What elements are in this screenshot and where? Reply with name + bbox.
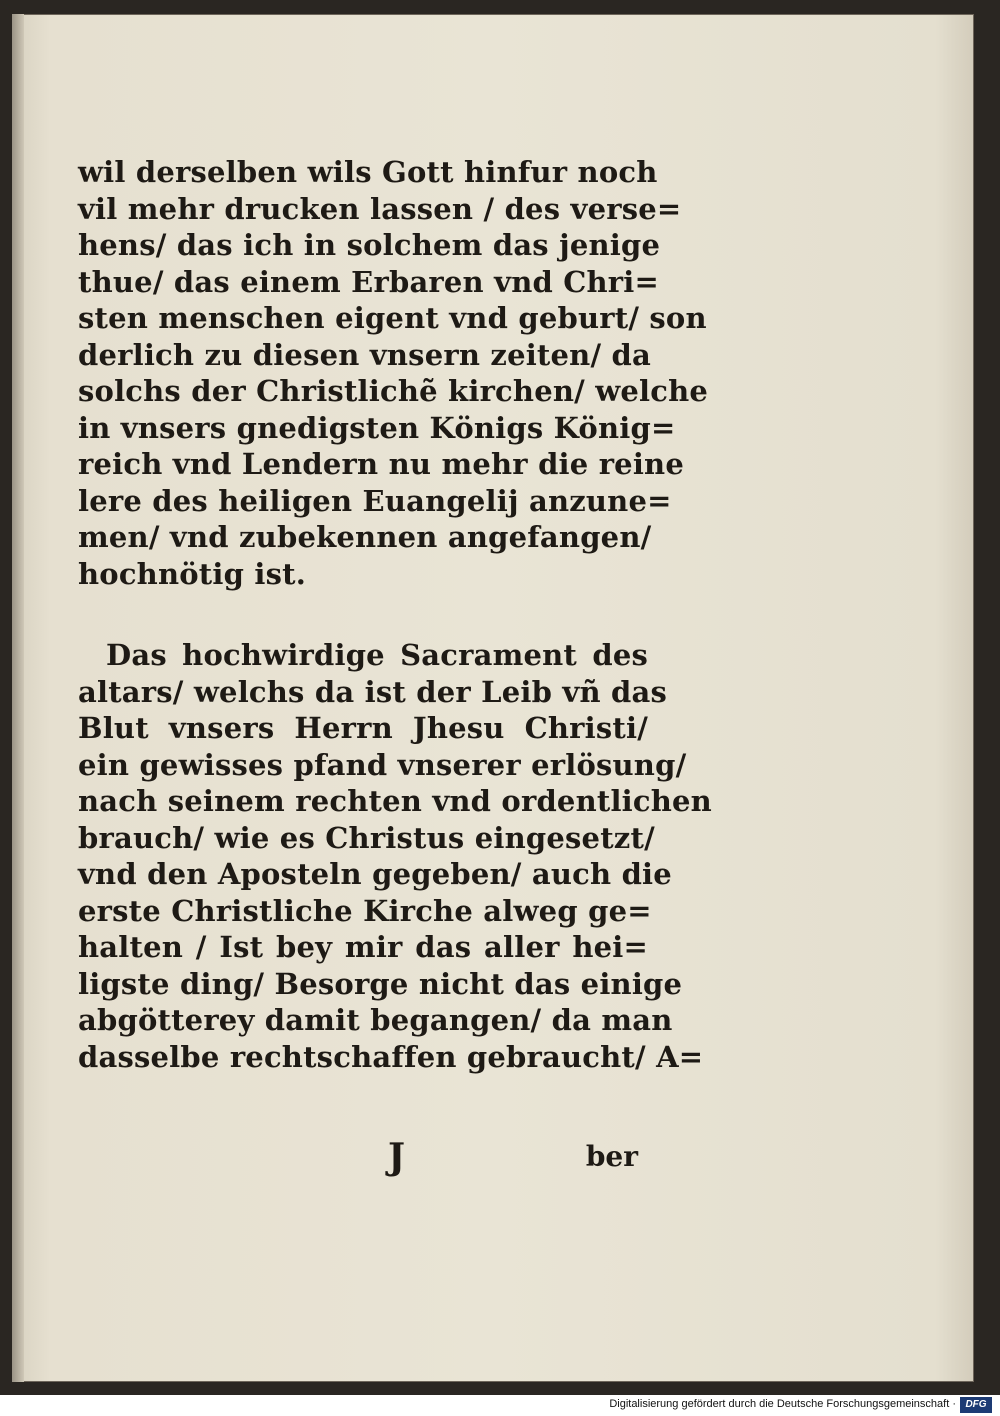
text-line: vil mehr drucken lassen / des verse= [78, 191, 682, 226]
text-line: reich vnd Lendern nu mehr die reine [78, 447, 684, 481]
text-line: dasselbe rechtschaffen gebraucht/ A= [78, 1039, 704, 1074]
paragraph-2 [78, 637, 712, 1075]
text-line: wil derselben wils Gott hinfur noch [78, 155, 658, 189]
text-line: hochnötig ist. [78, 556, 307, 591]
text-line: nach seinem rechten vnd ordentlichen [78, 784, 712, 818]
text-line: thue/ das einem Erbaren vnd Chri= [78, 264, 660, 299]
text-line: lere des heiligen Euangelij anzune= [78, 483, 672, 518]
paragraph-1 [78, 154, 709, 592]
text-line: ein gewisses pfand vnserer erlösung/ [78, 747, 687, 782]
text-line: solchs der Christlichẽ kirchen/ welche [78, 374, 709, 408]
text-line: erste Christliche Kirche alweg ge= [78, 893, 652, 928]
signature-mark: J [388, 1136, 406, 1178]
credit-text: Digitalisierung gefördert durch die Deutsche Forschungsgemeinschaft · [609, 1398, 956, 1410]
text-line: in vnsers gnedigsten Königs König= [78, 410, 676, 445]
text-line: sten menschen eigent vnd geburt/ son [78, 301, 707, 335]
text-line: men/ vnd zubekennen angefangen/ [78, 520, 652, 554]
text-line: derlich zu diesen vnsern zeiten/ da [78, 337, 652, 372]
catchword: ber [585, 1140, 638, 1173]
dfg-logo: DFG [960, 1397, 992, 1413]
text-line: Blut vnsers Herrn Jhesu Christi/ [78, 711, 648, 745]
text-line: halten / Ist bey mir das aller hei= [78, 930, 648, 964]
page-foot [78, 1136, 638, 1176]
text-line: hens/ das ich in solchem das jenige [78, 228, 661, 262]
text-line: ligste ding/ Besorge nicht das einige [78, 966, 683, 1001]
digitization-credit-bar [0, 1395, 1000, 1416]
text-line: vnd den Aposteln gegeben/ auch die [78, 857, 672, 891]
paragraph-gap [78, 592, 648, 637]
text-line: abgötterey damit begangen/ da man [78, 1003, 673, 1037]
text-line: Das hochwirdige Sacrament des [106, 638, 648, 672]
main-text [78, 154, 712, 1075]
book-page [12, 14, 974, 1382]
page-gutter [12, 14, 24, 1382]
text-line: brauch/ wie es Christus eingesetzt/ [78, 820, 655, 855]
text-line: altars/ welchs da ist der Leib vñ das [78, 674, 668, 709]
